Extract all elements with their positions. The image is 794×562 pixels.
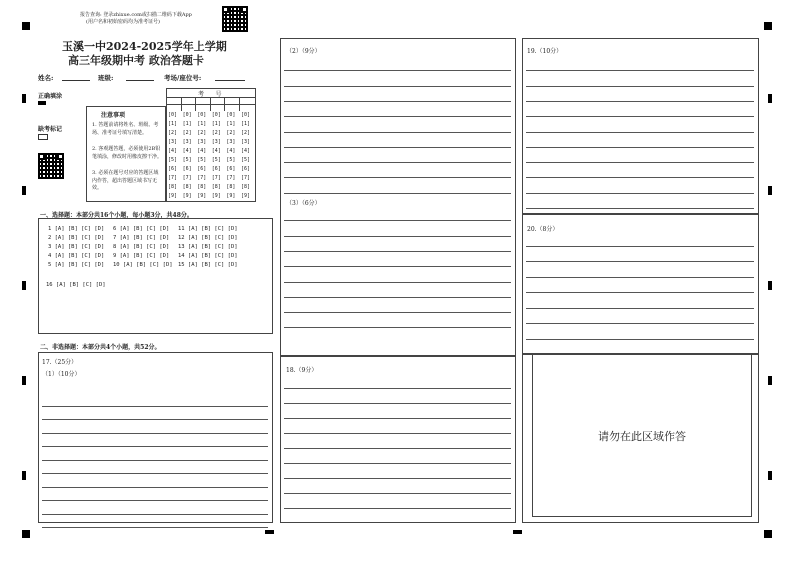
exam-digit-bubble[interactable]: [2] [197,130,207,136]
exam-digit-bubble[interactable]: [3] [211,139,221,145]
timing-mark [22,94,26,103]
exam-digit-bubble[interactable]: [2] [226,130,236,136]
exam-digit-bubble[interactable]: [7] [211,175,221,181]
q17-title: 17.（25分） [42,359,78,366]
query-line: 报告查询: 登录zhixue.com或扫描二维码下载App [80,12,192,18]
choice-question[interactable]: 11 [A] [B] [C] [D] [178,226,238,232]
notes-title: 注意事项 [101,112,126,119]
choice-question[interactable]: 6 [A] [B] [C] [D] [113,226,170,232]
answer-line [284,193,511,194]
exam-number-column [168,111,182,201]
answer-line [284,147,511,148]
answer-line [42,473,268,474]
choice-question[interactable]: 2 [A] [B] [C] [D] [48,235,105,241]
answer-line [42,433,268,434]
exam-digit-bubble[interactable]: [5] [211,157,221,163]
corner-mark-tl [22,22,30,30]
q18-title: 18.（9分） [286,367,318,374]
timing-mark [265,530,274,534]
timing-mark [22,376,26,385]
answer-line [526,177,754,178]
answer-line [284,297,511,298]
exam-digit-bubble[interactable]: [4] [197,148,207,154]
exam-digit-bubble[interactable]: [8] [197,184,207,190]
exam-digit-bubble[interactable]: [8] [182,184,192,190]
answer-line [526,323,754,324]
answer-line [284,418,511,419]
answer-line [526,339,754,340]
choice-question[interactable]: 4 [A] [B] [C] [D] [48,253,105,259]
answer-line [526,208,754,209]
exam-digit-bubble[interactable]: [1] [197,121,207,127]
exam-digit-bubble[interactable]: [6] [182,166,192,172]
absent-mark-label: 缺考标记 [38,126,63,133]
exam-digit-bubble[interactable]: [5] [226,157,236,163]
exam-number-write-row[interactable] [166,104,256,105]
exam-digit-bubble[interactable]: [8] [226,184,236,190]
answer-line [284,493,511,494]
exam-number-column-divider [195,97,196,111]
exam-number-column [183,111,197,201]
answer-line [42,514,268,515]
query-sub: (用户名和初始密码均为准考证号) [86,19,160,25]
exam-digit-bubble[interactable]: [2] [241,130,251,136]
q17-part2-title: （2）（9分） [286,48,321,55]
exam-digit-bubble[interactable]: [3] [168,139,178,145]
answer-line [284,251,511,252]
answer-line [284,177,511,178]
exam-digit-bubble[interactable]: [7] [197,175,207,181]
exam-digit-bubble[interactable]: [7] [168,175,178,181]
exam-digit-bubble[interactable]: [8] [168,184,178,190]
room-seat-label: 考场/座位号: [164,74,202,82]
exam-digit-bubble[interactable]: [9] [168,193,178,199]
exam-number-title: 考 号 [198,91,222,98]
notes-item-3: 3. 必须在题号对应的答题区域内作答，超出答题区域书写无效。 [92,170,159,191]
section2-title: 二、非选择题：本部分共4个小题，共52分。 [40,344,161,351]
answer-line [526,116,754,117]
corner-mark-br [764,530,772,538]
answer-line [284,70,511,71]
class-field[interactable] [126,80,154,81]
timing-mark [768,376,772,385]
exam-number-column [212,111,226,201]
answer-line [284,282,511,283]
student-qr-code [38,153,64,179]
absent-mark-box[interactable] [38,134,48,140]
exam-digit-bubble[interactable]: [3] [241,139,251,145]
choice-question[interactable]: 7 [A] [B] [C] [D] [113,235,170,241]
answer-line [42,527,268,528]
exam-digit-bubble[interactable]: [9] [182,193,192,199]
choice-row [48,253,243,262]
timing-mark [513,530,522,534]
choice-question[interactable]: 10 [A] [B] [C] [D] [113,262,173,268]
exam-digit-bubble[interactable]: [0] [241,112,251,118]
q17-part3-title: （3）（6分） [286,200,321,207]
exam-digit-bubble[interactable]: [1] [182,121,192,127]
no-write-text: 请勿在此区域作答 [598,430,686,443]
exam-number-column-divider [210,97,211,111]
timing-mark [768,281,772,290]
exam-digit-bubble[interactable]: [7] [241,175,251,181]
answer-line [526,70,754,71]
answer-line [42,419,268,420]
title-line2: 高三年级期中考 政治答题卡 [68,54,204,67]
section1-title: 一、选择题：本部分共16个小题，每小题3分，共48分。 [40,212,193,219]
answer-line [42,406,268,407]
q17-part1-lines[interactable] [42,392,268,522]
notes-item-2: 2. 客观题答题，必须使用2B铅笔填涂，修改时用橡皮擦干净。 [92,146,163,160]
choice-question[interactable]: 12 [A] [B] [C] [D] [178,235,238,241]
q19-lines[interactable] [526,55,754,210]
answer-line [526,277,754,278]
q17-part1-title: （1）（10分） [42,371,81,378]
exam-digit-bubble[interactable]: [6] [168,166,178,172]
exam-digit-bubble[interactable]: [4] [168,148,178,154]
exam-digit-bubble[interactable]: [6] [197,166,207,172]
timing-mark [22,471,26,480]
answer-line [526,246,754,247]
corner-mark-bl [22,530,30,538]
exam-digit-bubble[interactable]: [8] [241,184,251,190]
q18-lines[interactable] [284,373,511,518]
choice-question[interactable]: 8 [A] [B] [C] [D] [113,244,170,250]
timing-mark [768,94,772,103]
exam-number-column [226,111,240,201]
exam-number-column-divider [224,97,225,111]
exam-digit-bubble[interactable]: [4] [241,148,251,154]
choice-question[interactable]: 3 [A] [B] [C] [D] [48,244,105,250]
choice-row [48,235,243,244]
q20-lines[interactable] [526,230,754,350]
exam-digit-bubble[interactable]: [6] [226,166,236,172]
top-qr-code [222,6,248,32]
answer-line [284,388,511,389]
choice-question[interactable]: 13 [A] [B] [C] [D] [178,244,238,250]
choice-q16[interactable]: 16 [A] [B] [C] [D] [46,282,106,288]
answer-line [284,86,511,87]
class-label: 班级: [98,74,114,82]
q17-part2-lines[interactable] [284,55,511,195]
notes-item-1: 1. 答题前请将姓名、班级、考场、准考证号填写清楚。 [92,122,159,136]
exam-number-header-divider [166,97,256,98]
answer-line [526,308,754,309]
exam-digit-bubble[interactable]: [1] [211,121,221,127]
correct-mark-label: 正确填涂 [38,93,63,100]
answer-line [284,448,511,449]
answer-line [526,292,754,293]
choice-question[interactable]: 15 [A] [B] [C] [D] [178,262,238,268]
exam-digit-bubble[interactable]: [2] [168,130,178,136]
answer-line [42,487,268,488]
exam-digit-bubble[interactable]: [0] [182,112,192,118]
exam-digit-bubble[interactable]: [5] [241,157,251,163]
q19-title: 19.（10分） [527,48,563,55]
answer-line [284,101,511,102]
exam-digit-bubble[interactable]: [9] [197,193,207,199]
exam-digit-bubble[interactable]: [4] [182,148,192,154]
q20-title: 20.（8分） [527,226,559,233]
q17-part3-lines[interactable] [284,205,511,330]
exam-digit-bubble[interactable]: [0] [226,112,236,118]
exam-number-column-divider [239,97,240,111]
name-field[interactable] [62,80,90,81]
exam-digit-bubble[interactable]: [0] [197,112,207,118]
room-seat-field[interactable] [215,80,245,81]
answer-line [526,132,754,133]
timing-mark [768,471,772,480]
exam-digit-bubble[interactable]: [6] [241,166,251,172]
exam-digit-bubble[interactable]: [3] [226,139,236,145]
answer-line [42,460,268,461]
exam-digit-bubble[interactable]: [5] [182,157,192,163]
name-label: 姓名: [38,74,54,82]
exam-digit-bubble[interactable]: [1] [168,121,178,127]
answer-line [284,220,511,221]
exam-number-column [197,111,211,201]
choice-row [48,244,243,253]
exam-digit-bubble[interactable]: [3] [197,139,207,145]
exam-digit-bubble[interactable]: [9] [211,193,221,199]
exam-digit-bubble[interactable]: [3] [182,139,192,145]
answer-line [526,86,754,87]
exam-digit-bubble[interactable]: [4] [226,148,236,154]
timing-mark [768,186,772,195]
exam-digit-bubble[interactable]: [6] [211,166,221,172]
answer-line [526,193,754,194]
exam-digit-bubble[interactable]: [9] [226,193,236,199]
answer-line [284,312,511,313]
exam-digit-bubble[interactable]: [8] [211,184,221,190]
choice-row [48,226,243,235]
exam-digit-bubble[interactable]: [7] [182,175,192,181]
answer-line [42,446,268,447]
exam-digit-bubble[interactable]: [9] [241,193,251,199]
exam-digit-bubble[interactable]: [4] [211,148,221,154]
exam-number-column [241,111,255,201]
answer-line [284,463,511,464]
timing-mark [22,281,26,290]
corner-mark-tr [764,22,772,30]
choice-question[interactable]: 9 [A] [B] [C] [D] [113,253,170,259]
answer-line [284,478,511,479]
exam-digit-bubble[interactable]: [0] [211,112,221,118]
timing-mark [22,186,26,195]
answer-line [284,116,511,117]
choice-question[interactable]: 14 [A] [B] [C] [D] [178,253,238,259]
exam-digit-bubble[interactable]: [2] [211,130,221,136]
exam-number-column-divider [181,97,182,111]
answer-line [526,101,754,102]
title-line1: 玉溪一中2024-2025学年上学期 [62,40,227,53]
answer-line [284,162,511,163]
exam-digit-bubble[interactable]: [1] [226,121,236,127]
exam-digit-bubble[interactable]: [2] [182,130,192,136]
answer-line [526,162,754,163]
answer-line [284,433,511,434]
answer-line [526,261,754,262]
answer-line [284,403,511,404]
answer-line [42,500,268,501]
exam-digit-bubble[interactable]: [0] [168,112,178,118]
exam-digit-bubble[interactable]: [1] [241,121,251,127]
answer-line [284,327,511,328]
answer-line [284,236,511,237]
choice-question[interactable]: 5 [A] [B] [C] [D] [48,262,105,268]
choice-row [48,262,243,271]
exam-digit-bubble[interactable]: [7] [226,175,236,181]
answer-line [526,147,754,148]
answer-line [284,266,511,267]
exam-digit-bubble[interactable]: [5] [168,157,178,163]
exam-digit-bubble[interactable]: [5] [197,157,207,163]
answer-line [284,508,511,509]
correct-mark-sample [38,101,46,105]
choice-question[interactable]: 1 [A] [B] [C] [D] [48,226,105,232]
answer-line [284,132,511,133]
choice-rows [48,226,243,271]
